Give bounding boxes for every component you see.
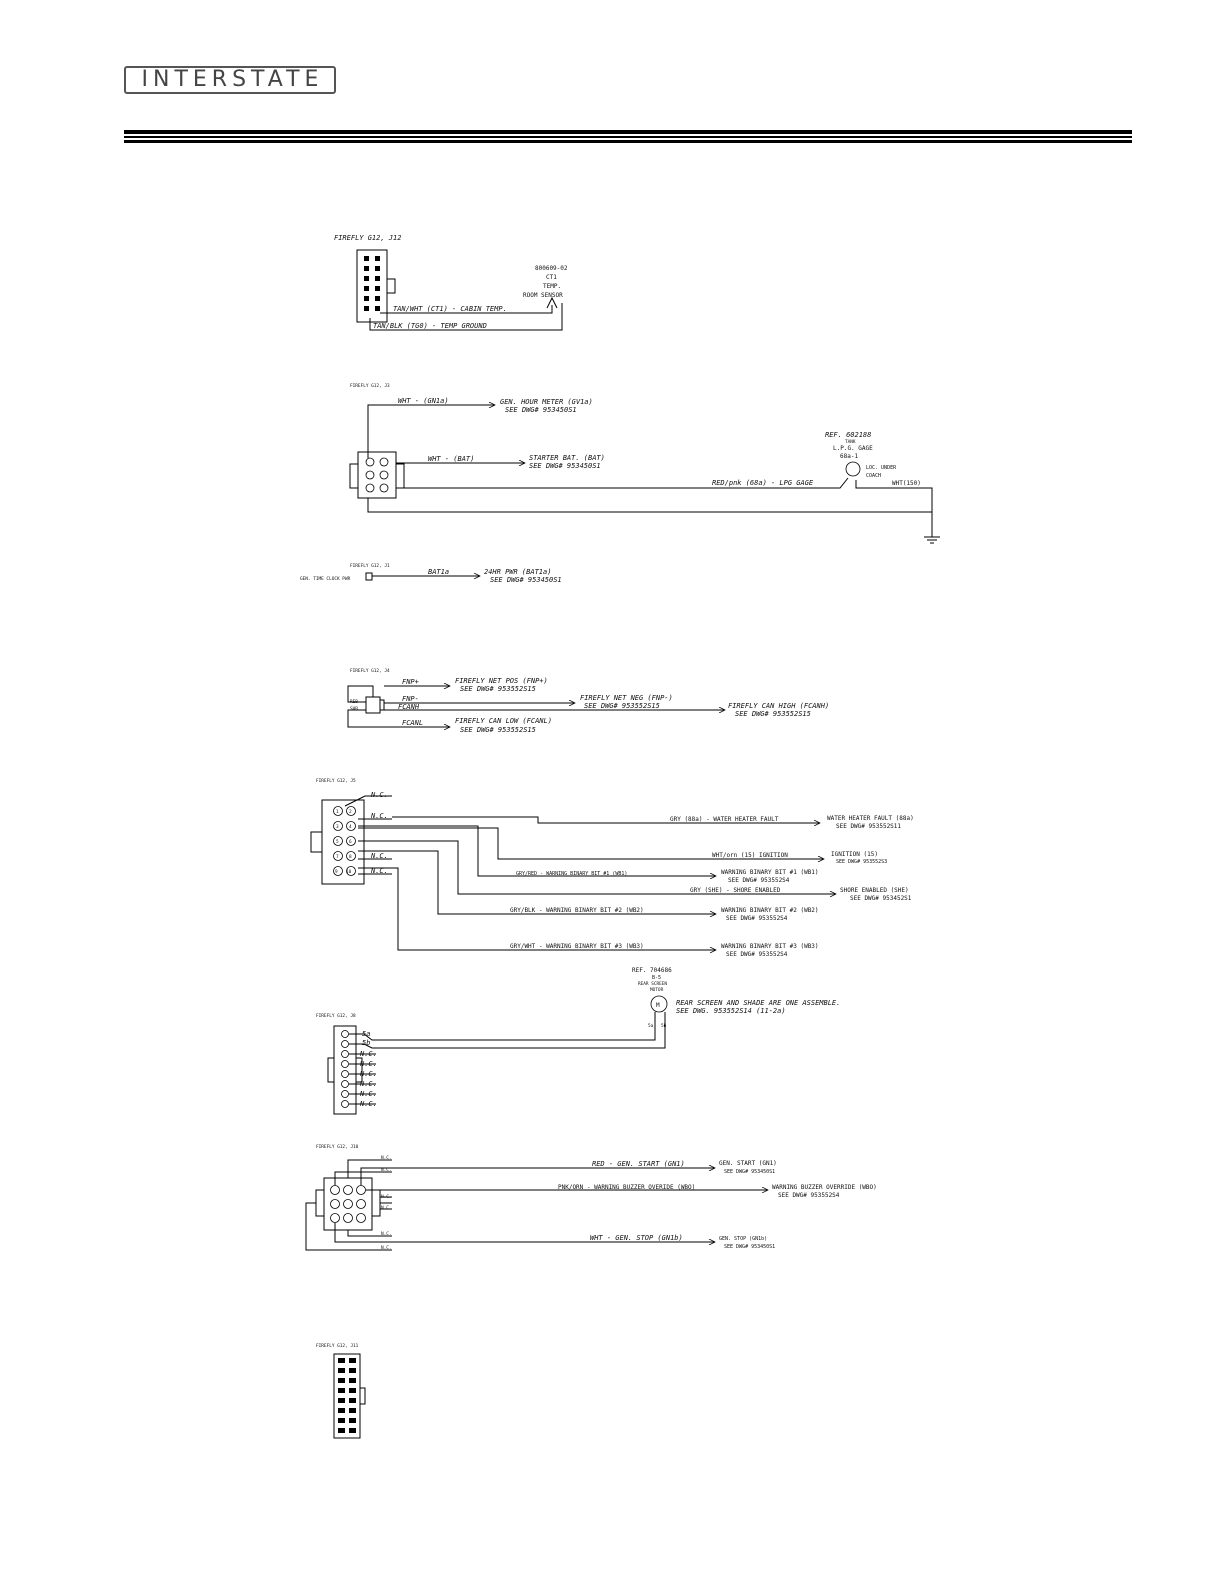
j10-dest-gen-stop-ref: SEE DWG# 953450S1 (724, 1244, 776, 1250)
logo-text: INTERSTATE (141, 67, 324, 92)
j4-wire-fnp-neg: FNP- (402, 695, 419, 703)
j12-sensor-part: 800609-02 (535, 265, 568, 272)
j1-dest-ref: SEE DWG# 953450S1 (490, 576, 562, 584)
j3-dest-hour-meter-ref: SEE DWG# 953450S1 (505, 406, 577, 414)
j4-dest-fcanh: FIREFLY CAN HIGH (FCANH) (728, 702, 830, 710)
j10-nc-3: N.C. (381, 1195, 392, 1200)
j5-nc-3: N.C. (371, 852, 388, 860)
j12-sensor-id: CT1 (546, 274, 557, 281)
j12-title: FIREFLY G12, J12 (334, 234, 402, 242)
svg-text:4: 4 (349, 825, 352, 830)
j8-nc-6: N.C. (360, 1100, 377, 1108)
j5-wire-wb3: GRY/WHT - WARNING BINARY BIT #3 (WB3) (510, 943, 644, 950)
j4-dest-fcanh-ref: SEE DWG# 953552S15 (735, 710, 811, 718)
j4-dest-fnp-neg: FIREFLY NET NEG (FNP-) (580, 694, 673, 702)
j5-dest-wb1: WARNING BINARY BIT #1 (WB1) (721, 869, 819, 876)
j5-dest-water-heater: WATER HEATER FAULT (88a) (827, 815, 914, 822)
j5-dest-wb1-ref: SEE DWG# 953552S4 (728, 877, 790, 884)
j3-loc-2: COACH (866, 473, 882, 479)
connector-j10 (306, 1144, 877, 1251)
j10-title: FIREFLY G12, J10 (316, 1145, 359, 1150)
j4-wire-fcanl: FCANL (402, 719, 424, 727)
j4-pin-shb: SHB (350, 707, 358, 712)
j3-dest-starter-ref: SEE DWG# 953450S1 (529, 462, 601, 470)
j8-wire-5a: 5a (362, 1030, 371, 1038)
j10-nc-2: N.C. (381, 1168, 392, 1173)
j1-wire: BAT1a (428, 568, 450, 576)
j5-nc-2: N.C. (371, 812, 388, 820)
j8-ref-motor: MOTOR (650, 988, 664, 993)
j11-title: FIREFLY G12, J11 (316, 1344, 359, 1349)
j10-nc-5: N.C. (381, 1232, 392, 1237)
svg-text:6: 6 (349, 840, 352, 845)
j3-title: FIREFLY G12, J3 (350, 384, 390, 389)
j5-housing (322, 800, 364, 884)
j8-ref-name: REAR SCREEN (638, 982, 668, 987)
j5-dest-wb3-ref: SEE DWG# 953552S4 (726, 951, 788, 958)
j11-housing (334, 1354, 360, 1438)
j3-ref-circuit: 68a-1 (840, 453, 859, 460)
j5-latch (311, 832, 322, 852)
j10-dest-gen-stop: GEN. STOP (GN1b) (719, 1236, 768, 1242)
lpg-gauge-icon (846, 462, 860, 476)
j12-latch (387, 279, 395, 293)
j8-title: FIREFLY G12, J8 (316, 1014, 356, 1019)
j10-dest-gen-start-ref: SEE DWG# 953450S1 (724, 1169, 776, 1175)
j8-nc-5: N.C. (360, 1090, 377, 1098)
j3-loc-1: LOC. UNDER (866, 465, 897, 471)
j10-nc-6: N.C. (381, 1246, 392, 1251)
j5-wire-water-heater: GRY (88a) - WATER HEATER FAULT (670, 816, 779, 823)
svg-text:1: 1 (336, 810, 339, 815)
j3-housing (358, 452, 396, 498)
svg-text:3: 3 (336, 825, 339, 830)
j4-housing (366, 697, 380, 713)
j4-title: FIREFLY G12, J4 (350, 669, 390, 674)
j12-wire-cabin-temp: TAN/WHT (CT1) - CABIN TEMP. (393, 305, 507, 313)
j1-plug (366, 573, 372, 580)
j10-pins (331, 1186, 366, 1223)
j4-wire-fnp-pos: FNP+ (402, 678, 419, 686)
j5-dest-wb3: WARNING BINARY BIT #3 (WB3) (721, 943, 819, 950)
j3-ref-part: REF. 602188 (825, 431, 872, 439)
j5-wire-wb2: GRY/BLK - WARNING BINARY BIT #2 (WB2) (510, 907, 644, 914)
j4-dest-fnp-pos-ref: SEE DWG# 953552S15 (460, 685, 536, 693)
j8-motor-label: M (656, 1002, 660, 1009)
j5-dest-ignition: IGNITION (15) (831, 851, 878, 858)
connector-j1 (300, 563, 562, 584)
j8-nc-4: N.C. (360, 1080, 377, 1088)
j8-motor-pin-5b: 5b (661, 1024, 667, 1029)
j8-nc-1: N.C. (360, 1050, 377, 1058)
j5-wire-ignition: WHT/orn (15) IGNITION (712, 852, 788, 859)
j8-nc-2: N.C. (360, 1060, 377, 1068)
j8-motor-pin-5a: 5a (648, 1024, 654, 1029)
j10-dest-gen-start: GEN. START (GN1) (719, 1160, 777, 1167)
j5-wire-wb1: GRY/RED - WARNING BINARY BIT #1 (WB1) (516, 871, 628, 877)
j5-nc-4: N.C. (371, 867, 388, 875)
j1-title: FIREFLY G12, J1 (350, 564, 390, 569)
j5-title: FIREFLY G12, J5 (316, 779, 356, 784)
j3-wire-bat: WHT - (BAT) (428, 455, 475, 463)
j5-nc-1: N.C. (371, 791, 388, 799)
j10-wire-buzzer: PNK/ORN - WARNING BUZZER OVERIDE (WBO) (558, 1184, 696, 1191)
j1-dest: 24HR PWR (BAT1a) (484, 568, 552, 576)
svg-text:5: 5 (336, 840, 339, 845)
j8-nc-3: N.C. (360, 1070, 377, 1078)
j3-dest-starter: STARTER BAT. (BAT) (529, 454, 605, 462)
j5-dest-ignition-ref: SEE DWG# 953552S3 (836, 859, 888, 865)
connector-j12 (334, 234, 568, 330)
j4-dest-fcanl: FIREFLY CAN LOW (FCANL) (455, 717, 552, 725)
connector-j5 (311, 778, 914, 958)
j3-wire-lpg: RED/pnk (68a) - LPG GAGE (712, 479, 814, 487)
j12-sensor-type: TEMP. (543, 283, 562, 290)
svg-text:8: 8 (349, 855, 352, 860)
j10-dest-buzzer-ref: SEE DWG# 953552S4 (778, 1192, 840, 1199)
j3-wire-gn1a: WHT - (GN1a) (398, 397, 449, 405)
connector-j4 (348, 668, 829, 734)
j8-ref-part: REF. 704686 (632, 967, 672, 974)
j5-dest-shore: SHORE ENABLED (SHE) (840, 887, 909, 894)
j10-wire-gen-stop: WHT - GEN. STOP (GN1b) (590, 1234, 683, 1242)
j3-ground-wire: WHT(150) (892, 480, 921, 487)
j12-housing (357, 250, 387, 322)
j5-dest-wb2: WARNING BINARY BIT #2 (WB2) (721, 907, 819, 914)
svg-text:9: 9 (335, 870, 338, 875)
j8-note-2: SEE DWG. 953552S14 (11-2a) (676, 1007, 786, 1015)
j8-note-1: REAR SCREEN AND SHADE ARE ONE ASSEMBLE. (676, 999, 841, 1007)
j5-dest-water-heater-ref: SEE DWG# 953552S11 (836, 823, 902, 830)
j8-wire-5b: 5b (362, 1039, 371, 1047)
j8-ref-circuit: B-5 (652, 975, 662, 981)
j12-wire-temp-ground: TAN/BLK (TG0) - TEMP GROUND (373, 322, 487, 330)
j10-nc-4: N.C. (381, 1206, 392, 1211)
j4-dest-fcanl-ref: SEE DWG# 953552S15 (460, 726, 536, 734)
j10-nc-1: N.C. (381, 1156, 392, 1161)
j3-ref-gage: L.P.G. GAGE (833, 445, 873, 452)
j5-dest-shore-ref: SEE DWG# 953452S1 (850, 895, 912, 902)
j4-dest-fnp-neg-ref: SEE DWG# 953552S15 (584, 702, 660, 710)
j3-ref-tank: TANK (845, 440, 856, 445)
j5-dest-wb2-ref: SEE DWG# 953552S4 (726, 915, 788, 922)
svg-text:2: 2 (349, 810, 352, 815)
j5-wire-shore: GRY (SHE) - SHORE ENABLED (690, 887, 781, 894)
j10-wire-gen-start: RED - GEN. START (GN1) (592, 1160, 685, 1168)
j1-left-label: GEN. TIME CLOCK PWR (300, 577, 351, 582)
j4-dest-fnp-pos: FIREFLY NET POS (FNP+) (455, 677, 548, 685)
j4-wire-fcanh: FCANH (398, 703, 420, 711)
connector-j11 (316, 1343, 365, 1438)
connector-j3 (350, 383, 940, 543)
connector-j8 (316, 967, 840, 1114)
j10-dest-buzzer: WARNING BUZZER OVERRIDE (WBO) (772, 1184, 877, 1191)
j3-dest-hour-meter: GEN. HOUR METER (GV1a) (500, 398, 593, 406)
svg-text:7: 7 (336, 855, 339, 860)
svg-text:10: 10 (346, 870, 352, 875)
j12-sensor-name: ROOM SENSOR (523, 292, 563, 299)
j4-pin-reb: REB (350, 700, 358, 705)
